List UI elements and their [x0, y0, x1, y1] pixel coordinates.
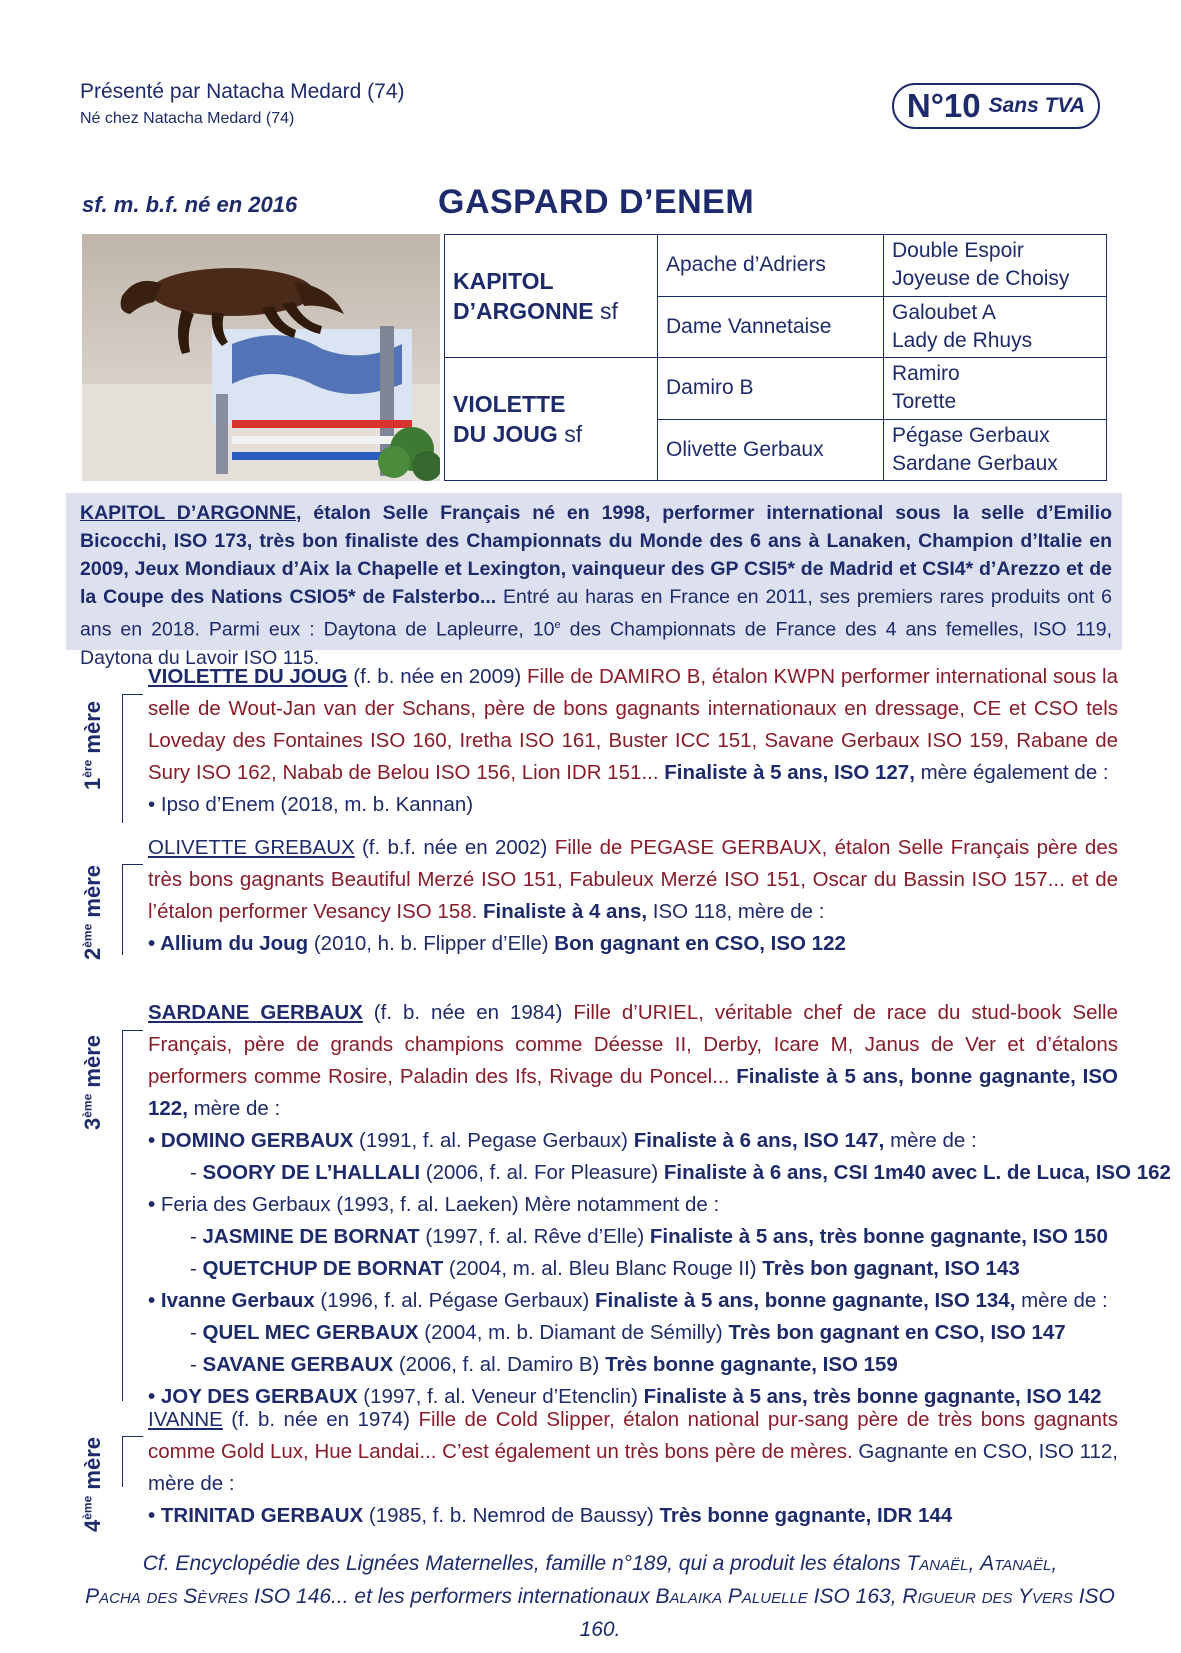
- mere1-section: [148, 661, 1118, 821]
- mere1-red-text: Fille de DAMIRO B, étalon KWPN performer international sous la selle de Wout-Jan van der Schans, père de bons gagnants internationaux en dressage, CE et CSO tels Loveday des Fontaines ISO 160, Iretha ISO 161, Buster ICC 151, Savane Gerbaux ISO 159, Rabane de Sury ISO 162, Nabab de Belou ISO 156, Lion IDR 151...: [148, 665, 1118, 784]
- breeder-line: Né chez Natacha Medard (74): [80, 110, 295, 127]
- offspring-name: • TRINITAD GERBAUX: [148, 1504, 364, 1527]
- mere3-offspring-line: [148, 1221, 1118, 1253]
- sire-name-line2: D’ARGONNE: [453, 298, 594, 324]
- horse-jumping-image: [82, 234, 440, 481]
- performer-name: Rigueur des Yvers: [902, 1585, 1073, 1608]
- sire-text-a: Entré au haras en France en 2011, ses premiers rares produits ont 6 ans en 2018. Parmi eux : Daytona de Lapleurre, 10: [80, 586, 1112, 641]
- horse-name: GASPARD D’ENEM: [438, 183, 755, 221]
- offspring-name: QUEL MEC GERBAUX: [202, 1321, 419, 1344]
- mere2-offspring: [148, 928, 1118, 960]
- mere-word: mère: [80, 1035, 105, 1094]
- dam-breed: sf: [564, 421, 583, 447]
- mere3-offspring-line: [148, 1285, 1118, 1317]
- pedigree-table: [444, 234, 1107, 481]
- maternal-granddam: Olivette Gerbaux: [658, 419, 884, 481]
- offspring-perf: Finaliste à 6 ans, ISO 147,: [633, 1129, 885, 1152]
- mere-word: mère: [80, 701, 105, 760]
- mere3-section: [148, 997, 1171, 1413]
- offspring-name: DOMINO GERBAUX: [160, 1129, 354, 1152]
- mere2-bracket: [122, 864, 143, 955]
- dam-cell: [445, 358, 658, 481]
- offspring-name: QUETCHUP DE BORNAT: [202, 1257, 444, 1280]
- offspring-perf: Très bonne gagnante, IDR 144: [659, 1504, 953, 1527]
- mere2-red-text: Fille de PEGASE GERBAUX, étalon Selle Français père des très bons gagnants Beautiful Merzé ISO 151, Fabuleux Merzé ISO 151, Oscar du Bassin ISO 157... et de l’étalon performer Vesancy ISO 158.: [148, 836, 1118, 923]
- mere1-bracket: [122, 694, 143, 823]
- footer-text: ISO 160.: [579, 1585, 1115, 1641]
- bullet: -: [190, 1225, 203, 1248]
- horse-photo: [82, 234, 440, 481]
- mere1-info: (f. b. née en 2009): [347, 665, 527, 688]
- sire-name: KAPITOL D’ARGONNE,: [80, 502, 302, 524]
- mere4-bracket: [122, 1436, 143, 1487]
- sire-bold-text: étalon Selle Français né en 1998, performer international sous la selle d’Emilio Bicocchi, ISO 173, très bon finaliste des Championnats du Monde des 6 ans à Lanaken, Champion d’Italie en 2009, Jeux Mondiaux d’Aix la Chapelle et Lexington, vainqueur des GP CSI5* de Madrid et CSI4* d’Arezzo et de la Coupe des Nations CSIO5* de Falsterbo...: [80, 502, 1112, 608]
- sire-name-line1: KAPITOL: [453, 268, 554, 294]
- offspring-name: SOORY DE L’HALLALI: [202, 1161, 421, 1184]
- mere2-label: [80, 865, 106, 960]
- offspring-tail: mère de :: [1015, 1289, 1108, 1312]
- performer-name: Balaika Paluelle: [655, 1585, 808, 1608]
- offspring-info: Feria des Gerbaux (1993, f. al. Laeken) Mère notamment de :: [160, 1193, 720, 1216]
- ggp-name: Sardane Gerbaux: [892, 451, 1058, 475]
- footer-text: ISO 163,: [807, 1585, 903, 1608]
- mere4-name: IVANNE: [148, 1408, 223, 1431]
- mere-num: 1: [80, 777, 105, 790]
- offspring-info: (1996, f. al. Pégase Gerbaux): [314, 1289, 596, 1312]
- horse-description: sf. m. b.f. né en 2016: [82, 192, 298, 217]
- ggp-name: Pégase Gerbaux: [892, 423, 1050, 447]
- maternal-grandsire: Damiro B: [658, 358, 884, 420]
- mere1-name: VIOLETTE DU JOUG: [148, 665, 348, 688]
- presenter-line: Présenté par Natacha Medard (74): [80, 80, 405, 103]
- stallion-name: Pacha des Sèvres: [85, 1585, 249, 1608]
- mere3-bold-text: Finaliste à 5 ans, bonne gagnante, ISO 122,: [148, 1065, 1118, 1120]
- mere-num: 2: [80, 947, 105, 960]
- mere-num: 3: [80, 1117, 105, 1130]
- mere3-name: SARDANE GERBAUX: [148, 1001, 363, 1024]
- mere3-tail: mère de :: [187, 1097, 281, 1120]
- offspring-info: (1997, f. al. Rêve d’Elle): [419, 1225, 650, 1248]
- mere1-offspring: • Ipso d’Enem (2018, m. b. Kannan): [148, 793, 474, 816]
- mere1-tail: mère également de :: [914, 761, 1109, 784]
- mere-sup: ème: [80, 1495, 95, 1520]
- offspring-perf: Très bon gagnant, ISO 143: [762, 1257, 1020, 1280]
- sire-sup: e: [554, 619, 561, 631]
- offspring-perf: Très bon gagnant en CSO, ISO 147: [728, 1321, 1066, 1344]
- mere4-offspring: [148, 1500, 1118, 1532]
- ggp-cell-3: [884, 358, 1107, 420]
- mere3-bracket: [122, 1030, 143, 1401]
- ggp-name: Torette: [892, 390, 957, 414]
- offspring-name: JOY DES GERBAUX: [160, 1385, 358, 1408]
- mere2-bold-text: Finaliste à 4 ans,: [477, 900, 648, 923]
- bullet: •: [148, 1129, 161, 1152]
- bullet: •: [148, 1385, 161, 1408]
- offspring-info: (2006, f. al. Damiro B): [393, 1353, 606, 1376]
- mere3-offspring-line: [148, 1157, 1171, 1189]
- bullet: •: [148, 1193, 161, 1216]
- mere4-label: [80, 1437, 106, 1532]
- offspring-tail: mère de :: [884, 1129, 977, 1152]
- offspring-info: (1997, f. al. Veneur d’Etenclin): [357, 1385, 644, 1408]
- offspring-info: (2010, h. b. Flipper d’Elle): [308, 932, 555, 955]
- dam-name-line2: DU JOUG: [453, 421, 558, 447]
- offspring-info: (1991, f. al. Pegase Gerbaux): [353, 1129, 634, 1152]
- bullet: -: [190, 1161, 203, 1184]
- stallion-name: Atanaël: [980, 1552, 1052, 1575]
- mere4-red-text: Fille de Cold Slipper, étalon national pur-sang père de très bons gagnants comme Gold Lux, Hue Landai... C’est également un très bons père de mères.: [148, 1408, 1118, 1463]
- mere3-info: (f. b. née en 1984): [362, 1001, 574, 1024]
- mere3-offspring-line: [148, 1253, 1118, 1285]
- offspring-name: • Allium du Joug: [148, 932, 309, 955]
- bullet: -: [190, 1353, 203, 1376]
- mere3-label: [80, 1035, 106, 1130]
- ggp-name: Ramiro: [892, 362, 960, 386]
- mere2-section: [148, 832, 1118, 960]
- sire-breed: sf: [599, 298, 618, 324]
- sire-text-b: des Championnats de France des 4 ans femelles, ISO 119, Daytona du Lavoir ISO 115.: [80, 618, 1112, 669]
- sire-description-box: [66, 493, 1122, 669]
- lot-vat-status: Sans TVA: [988, 94, 1086, 117]
- paternal-grandsire: Apache d’Adriers: [658, 235, 884, 297]
- stallion-name: Tanaël: [906, 1552, 969, 1575]
- offspring-perf: Finaliste à 5 ans, très bonne gagnante, ISO 142: [643, 1385, 1102, 1408]
- offspring-perf: Bon gagnant en CSO, ISO 122: [554, 932, 846, 955]
- paternal-granddam: Dame Vannetaise: [658, 296, 884, 358]
- mere1-bold-text: Finaliste à 5 ans, ISO 127,: [658, 761, 915, 784]
- mere3-offspring-line: [148, 1317, 1118, 1349]
- mere4-section: [148, 1404, 1118, 1532]
- mere1-label: [80, 701, 106, 790]
- family-reference-note: [80, 1547, 1120, 1646]
- offspring-info: (2004, m. al. Bleu Blanc Rouge II): [443, 1257, 763, 1280]
- ggp-cell-2: [884, 296, 1107, 358]
- offspring-perf: Très bonne gagnante, ISO 159: [605, 1353, 898, 1376]
- mere2-tail: ISO 118, mère de :: [647, 900, 825, 923]
- bullet: -: [190, 1257, 203, 1280]
- mere2-info: (f. b.f. née en 2002): [354, 836, 555, 859]
- footer-text: ISO 146... et les performers internationaux: [248, 1585, 656, 1608]
- ggp-name: Lady de Rhuys: [892, 328, 1033, 352]
- offspring-info: (1985, f. b. Nemrod de Baussy): [363, 1504, 660, 1527]
- mere-sup: ère: [80, 759, 95, 778]
- ggp-name: Double Espoir: [892, 239, 1024, 263]
- ggp-cell-1: [884, 235, 1107, 297]
- mere-num: 4: [80, 1519, 105, 1532]
- offspring-info: (2004, m. b. Diamant de Sémilly): [418, 1321, 729, 1344]
- mere3-intro: [148, 997, 1118, 1125]
- mere-sup: ème: [80, 1093, 95, 1118]
- bullet: -: [190, 1321, 203, 1344]
- ggp-name: Galoubet A: [892, 300, 996, 324]
- mere3-offspring-line: [148, 1189, 1118, 1221]
- bullet: •: [148, 1289, 161, 1312]
- mere3-offspring-line: [148, 1125, 1118, 1157]
- mere4-info: (f. b. née en 1974): [222, 1408, 419, 1431]
- offspring-name: JASMINE DE BORNAT: [202, 1225, 420, 1248]
- lot-number: N°10: [906, 87, 981, 124]
- ggp-cell-4: [884, 419, 1107, 481]
- mere3-offspring-line: [148, 1349, 1118, 1381]
- mere-word: mère: [80, 865, 105, 924]
- mere-word: mère: [80, 1437, 105, 1496]
- sire-cell: [445, 235, 658, 358]
- offspring-perf: Finaliste à 5 ans, bonne gagnante, ISO 134,: [595, 1289, 1016, 1312]
- offspring-name: Ivanne Gerbaux: [160, 1289, 315, 1312]
- mere3-red-text: Fille d’URIEL, véritable chef de race du stud-book Selle Français, père de grands champions comme Déesse II, Derby, Icare M, Janus de Ver et d’étalons performers comme Rosire, Paladin des Ifs, Rivage du Poncel...: [148, 1001, 1118, 1088]
- separator: ,: [968, 1552, 981, 1575]
- mere2-name: OLIVETTE GREBAUX: [148, 836, 355, 859]
- footer-text: Cf. Encyclopédie des Lignées Maternelles, famille n°189, qui a produit les étalons: [142, 1552, 907, 1575]
- offspring-name: SAVANE GERBAUX: [202, 1353, 394, 1376]
- mere-sup: ème: [80, 923, 95, 948]
- separator: ,: [1051, 1552, 1058, 1575]
- offspring-perf: Finaliste à 6 ans, CSI 1m40 avec L. de Luca, ISO 162: [663, 1161, 1171, 1184]
- ggp-name: Joyeuse de Choisy: [892, 267, 1070, 291]
- offspring-perf: Finaliste à 5 ans, très bonne gagnante, ISO 150: [649, 1225, 1108, 1248]
- lot-badge: [892, 83, 1100, 129]
- dam-name-line1: VIOLETTE: [453, 391, 566, 417]
- mere4-tail: Gagnante en CSO, ISO 112, mère de :: [148, 1440, 1118, 1495]
- offspring-info: (2006, f. al. For Pleasure): [420, 1161, 664, 1184]
